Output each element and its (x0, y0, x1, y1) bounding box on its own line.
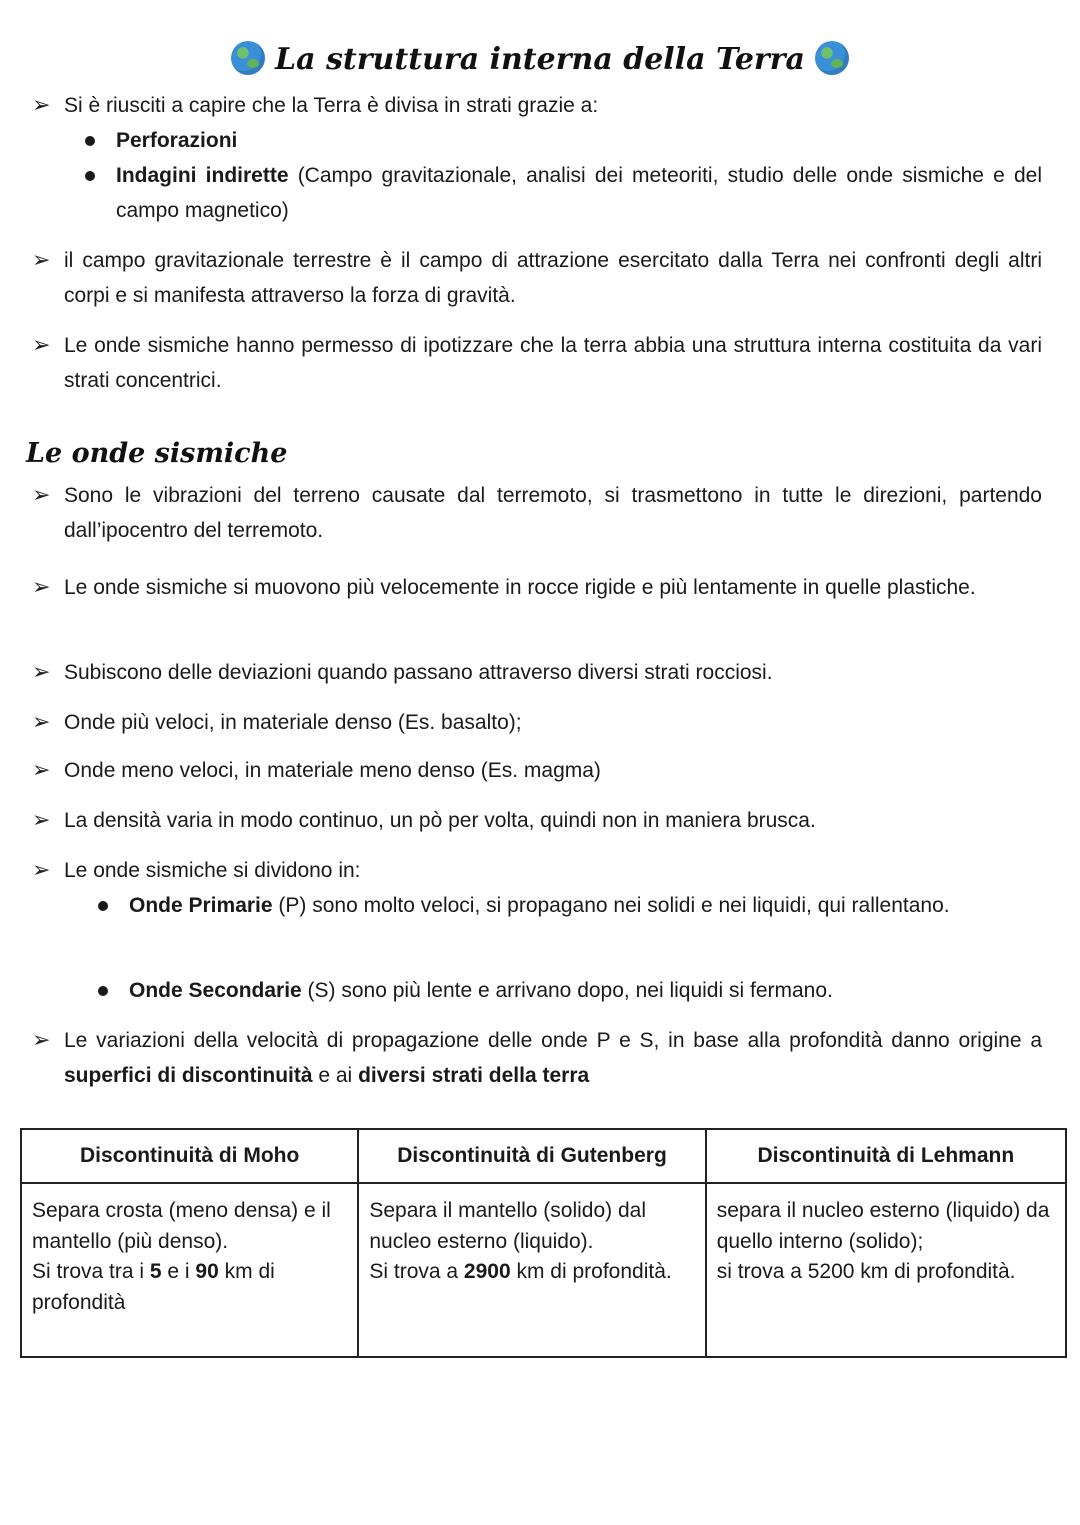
arrowhead-icon: ➢ (32, 1028, 51, 1053)
bullet-item (32, 853, 1042, 888)
bullet-item (32, 803, 1042, 838)
cell-bold: 90 (195, 1260, 219, 1283)
cell-text: Si trova a (369, 1260, 464, 1283)
table-cell-moho (21, 1183, 358, 1357)
dot-bullet-icon (98, 986, 108, 996)
sub-bullet-text: (S) sono più lente e arrivano dopo, nei liquidi si fermano. (301, 979, 833, 1002)
sub-bullet-bold: Onde Primarie (129, 894, 273, 917)
globe-icon (815, 41, 849, 75)
bullet-text: Sono le vibrazioni del terreno causate dal terremoto, si trasmettono in tutte le direzioni, partendo dall’ipocentro del terremoto. (64, 484, 1042, 542)
table-cell-gutenberg (358, 1183, 705, 1357)
cell-text: Separa crosta (meno densa) e il mantello (più denso). (32, 1199, 331, 1253)
sub-bullet-bold: Onde Secondarie (129, 979, 302, 1002)
bullet-text: La densità varia in modo continuo, un pò per volta, quindi non in maniera brusca. (64, 809, 816, 832)
cell-text: Separa il mantello (solido) dal nucleo esterno (liquido). (369, 1199, 646, 1253)
arrowhead-icon: ➢ (32, 808, 51, 833)
arrowhead-icon: ➢ (32, 483, 51, 508)
bullet-text: Onde più veloci, in materiale denso (Es. basalto); (64, 711, 522, 734)
bullet-text: Le onde sismiche hanno permesso di ipotizzare che la terra abbia una struttura interna costituita da vari strati concentrici. (64, 334, 1042, 392)
bullet-text: Onde meno veloci, in materiale meno denso (Es. magma) (64, 759, 601, 782)
arrowhead-icon: ➢ (32, 93, 51, 118)
cell-bold: 2900 (463, 1260, 511, 1283)
sub-bullet-text: (P) sono molto veloci, si propagano nei solidi e nei liquidi, qui rallentano. (272, 894, 950, 917)
discontinuity-table (20, 1128, 1067, 1358)
dot-bullet-icon (98, 901, 108, 911)
bullet-bold: diversi strati della terra (358, 1064, 590, 1087)
bullet-text: il campo gravitazionale terrestre è il campo di attrazione esercitato dalla Terra nei confronti degli altri corpi e si manifesta attraverso la forza di gravità. (64, 249, 1042, 307)
bullet-item (32, 328, 1042, 398)
sub-bullet-item (116, 123, 1042, 158)
bullet-item (32, 753, 1042, 788)
bullet-item (32, 705, 1042, 740)
table-header-gutenberg: Discontinuità di Gutenberg (358, 1129, 705, 1183)
bullet-text: Le onde sismiche si dividono in: (64, 859, 361, 882)
arrowhead-icon: ➢ (32, 575, 51, 600)
bullet-text: e ai (312, 1064, 359, 1087)
cell-text: km di profondità. (510, 1260, 672, 1283)
bullet-text: Le variazioni della velocità di propagazione delle onde P e S, in base alla profondità danno origine a (64, 1029, 1042, 1052)
bullet-text: Si è riusciti a capire che la Terra è divisa in strati grazie a: (64, 94, 599, 117)
globe-icon (231, 41, 265, 75)
bullet-item (32, 570, 1042, 605)
bullet-item (32, 88, 1042, 123)
bullet-item (32, 243, 1042, 313)
sub-bullet-bold: Perforazioni (116, 129, 238, 152)
arrowhead-icon: ➢ (32, 333, 51, 358)
section-title: Le onde sismiche (26, 438, 288, 469)
cell-text: km di profondità (32, 1260, 275, 1314)
cell-text: si trova a 5200 km di profondità. (716, 1260, 1016, 1283)
arrowhead-icon: ➢ (32, 858, 51, 883)
cell-text: Si trova tra i (32, 1260, 150, 1283)
sub-bullet-item (116, 158, 1042, 228)
cell-text: separa il nucleo esterno (liquido) da quello interno (solido); (716, 1199, 1050, 1253)
arrowhead-icon: ➢ (32, 710, 51, 735)
bullet-item (32, 478, 1042, 548)
table-header-lehmann: Discontinuità di Lehmann (706, 1129, 1066, 1183)
cell-text: e i (161, 1260, 196, 1283)
bullet-bold: superfici di discontinuità (64, 1064, 313, 1087)
dot-bullet-icon (85, 171, 95, 181)
cell-bold: 5 (149, 1260, 162, 1283)
sub-bullet-item (129, 888, 1042, 923)
bullet-text: Subiscono delle deviazioni quando passano attraverso diversi strati rocciosi. (64, 661, 773, 684)
sub-bullet-item (129, 973, 1042, 1008)
dot-bullet-icon (85, 136, 95, 146)
arrowhead-icon: ➢ (32, 248, 51, 273)
bullet-item (32, 1023, 1042, 1093)
sub-bullet-bold: Indagini indirette (116, 164, 289, 187)
arrowhead-icon: ➢ (32, 660, 51, 685)
table-header-moho: Discontinuità di Moho (21, 1129, 358, 1183)
table-cell-lehmann (706, 1183, 1066, 1357)
page-title-text: La struttura interna della Terra (275, 42, 805, 77)
table-row (21, 1183, 1066, 1357)
arrowhead-icon: ➢ (32, 758, 51, 783)
page-title (0, 38, 1080, 82)
sub-bullet-text: (Campo gravitazionale, analisi dei meteoriti, studio delle onde sismiche e del campo magnetico) (116, 164, 1042, 222)
table-header-row (21, 1129, 1066, 1183)
bullet-item (32, 655, 1042, 690)
bullet-text: Le onde sismiche si muovono più velocemente in rocce rigide e più lentamente in quelle plastiche. (64, 576, 976, 599)
